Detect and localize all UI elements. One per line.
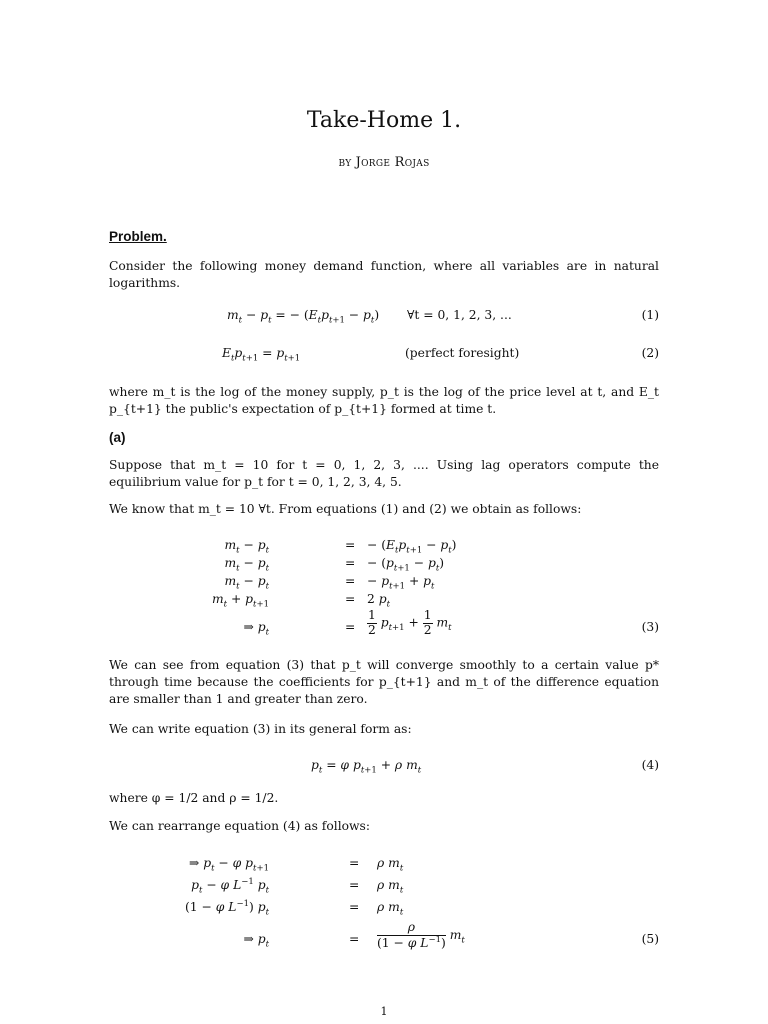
where-phi-rho: where φ = 1/2 and ρ = 1/2. <box>109 791 279 805</box>
equation-2-note: (perfect foresight) <box>405 346 520 360</box>
equation-4-number: (4) <box>641 758 659 772</box>
intro-paragraph: Consider the following money demand function, where all variables are in natural logarithms. <box>109 259 659 290</box>
rearrange-paragraph: We can rearrange equation (4) as follows: <box>109 819 371 833</box>
author-prefix: by <box>338 155 352 170</box>
know-paragraph: We know that m_t = 10 ∀t. From equations (1) and (2) we obtain as follows: <box>109 502 582 516</box>
problem-heading: Problem. <box>109 229 167 244</box>
equation-5-number: (5) <box>641 932 659 946</box>
where-paragraph: where m_t is the log of the money supply, p_t is the log of the price level at t, and E_t p_{t+1} the public's expectation of p_{t+1} formed at time t. <box>109 385 659 416</box>
equation-1-number: (1) <box>641 308 659 322</box>
equation-3-number: (3) <box>641 620 659 634</box>
author-name: Jorge Rojas <box>355 155 430 170</box>
equation-2-number: (2) <box>641 346 659 360</box>
page-number: 1 <box>380 1005 388 1018</box>
converge-paragraph: We can see from equation (3) that p_t will converge smoothly to a certain value p* through time because the coefficients for p_{t+1} and m_t of the difference equation are smaller than 1 and greater than zero. <box>109 658 659 706</box>
equation-array-3: $m_t - p_t$ = − $(E_tp_{t+1} - p_t)$ $m_t - p_t$ = − $(p_{t+1} - p_t)$ $m_t - p_t$ = − $p_{t+1} + p_t$ $m_t + p_{t+1}$ = 2 $p_t$ ⇒ $p_t$ = $\frac{1}{2}$ $p_{t+1}$ + $\frac{1}{2}$ $m_t$ (3) <box>211 538 659 638</box>
part-a-heading: (a) <box>109 430 126 445</box>
equation-1-condition: ∀t = 0, 1, 2, 3, ... <box>407 308 512 322</box>
document-title: Take-Home 1. <box>306 108 462 133</box>
equation-2: $E_tp_{t+1} = p_{t+1}$ (perfect foresight) (2) <box>222 346 659 364</box>
general-form-paragraph: We can write equation (3) in its general form as: <box>109 722 412 736</box>
equation-4: $p_t = \varphi$ $p_{t+1} + \rho$ $m_t$ (4) <box>311 758 659 776</box>
part-a-question: Suppose that m_t = 10 for t = 0, 1, 2, 3, .... Using lag operators compute the equilibrium value for p_t for t = 0, 1, 2, 3, 4, 5. <box>109 458 659 489</box>
equation-1: $m_t - p_t$ = − $(E_tp_{t+1} - p_t)$ ∀t = 0, 1, 2, 3, ... (1) <box>227 308 659 326</box>
equation-array-5: ⇒ $p_t - \varphi$ $p_{t+1}$ = ρ $m_t$ $p_t - \varphi$ $L^{-1}$ $p_t$ = ρ $m_t$ (1 − φ $L^{-1}$) $p_t$ = ρ $m_t$ ⇒ $p_t$ = $\frac{\rho}{(1 - \varphi L^{-1})}$ $m_t$ (5) <box>184 856 659 950</box>
author-line <box>0 154 768 172</box>
